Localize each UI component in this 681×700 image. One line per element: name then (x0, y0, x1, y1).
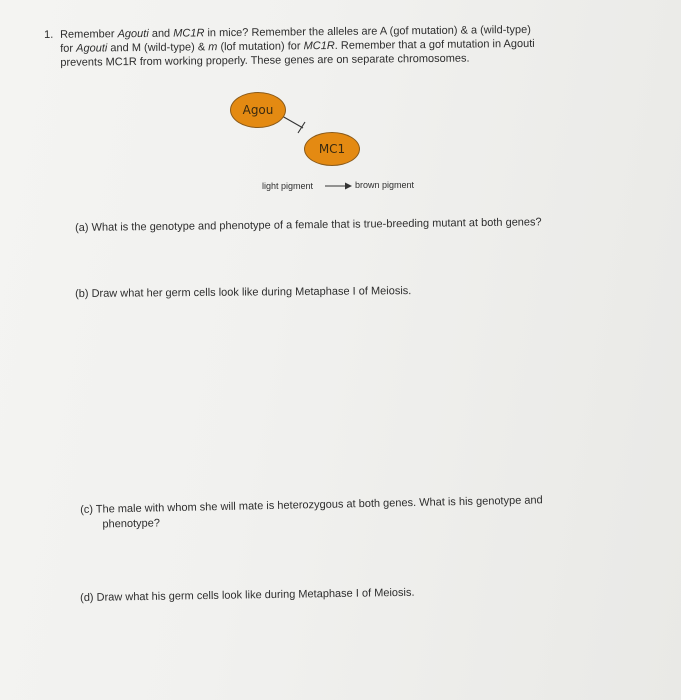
pigment-arrow-head (345, 183, 352, 190)
intro-text: and (148, 27, 174, 40)
part-a-question: (a) What is the genotype and phenotype of a female that is true-breeding mutant at both genes? (75, 216, 542, 234)
mc1r-node (304, 132, 360, 166)
light-pigment-label: light pigment (262, 181, 314, 191)
intro-text: in mice? Remember the alleles are A (gof mutation) & a (wild-type) (204, 23, 531, 40)
intro-text: (lof mutation) for (217, 40, 304, 54)
gene-agouti: Agouti (117, 27, 149, 41)
intro-text: Remember (60, 28, 118, 41)
intro-text: and M (wild-type) & (107, 41, 209, 55)
question-1-intro (44, 22, 624, 70)
intro-text: for (60, 42, 77, 55)
agouti-node (230, 92, 286, 128)
mc1r-node-label: MC1 (318, 142, 346, 156)
gene-mc1r: MC1R (173, 27, 205, 40)
part-c-line-2: phenotype? (102, 517, 161, 531)
part-b-question: (b) Draw what her germ cells look like during Metaphase I of Meiosis. (75, 285, 412, 300)
allele-m: m (208, 41, 218, 54)
part-c-line-1: (c) The male with whom she will mate is heterozygous at both genes. What is his genotype and (80, 494, 543, 516)
brown-pigment-label: brown pigment (355, 180, 415, 190)
inhibition-line (282, 116, 303, 128)
part-c-question (80, 493, 543, 533)
inhibition-bar (298, 122, 305, 133)
question-number: 1. (44, 28, 54, 41)
intro-line-3: prevents MC1R from working properly. These genes are on separate chromosomes. (60, 52, 470, 69)
intro-text: . Remember that a gof mutation in Agouti (334, 37, 535, 52)
part-d-question: (d) Draw what his germ cells look like during Metaphase I of Meiosis. (80, 586, 415, 604)
gene-agouti: Agouti (76, 42, 108, 55)
gene-mc1r: MC1R (303, 39, 335, 53)
agouti-node-label: Agou (242, 103, 274, 117)
